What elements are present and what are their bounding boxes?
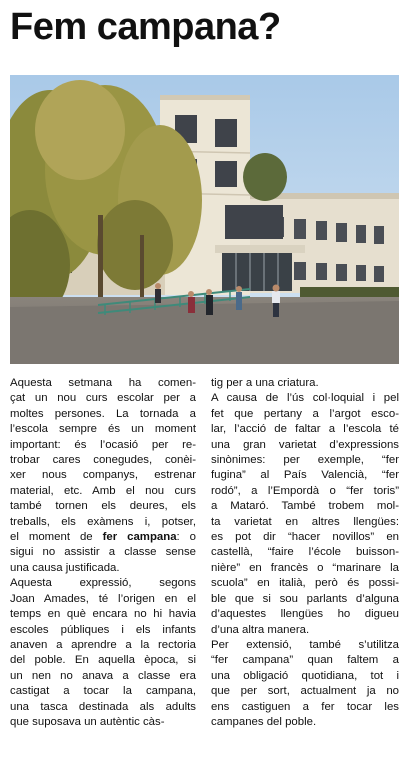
text-line: tig per a una criatura. xyxy=(211,377,319,389)
text-line: Joan Amades, té l’origen en el xyxy=(10,592,196,605)
text-line: ble que si sou parlants d’alguna xyxy=(211,592,399,605)
text-line: d’aquestes llengües ho digueu xyxy=(211,608,399,621)
text-line: temps en què encara no hi havia xyxy=(10,608,196,621)
text-line: un nen no anava a classe era xyxy=(10,669,196,682)
text-line: una gran varietat d’expressions xyxy=(211,438,399,451)
text-line: important: és l’ocasió per re- xyxy=(10,438,196,451)
text-line: xer nous companys, estrenar xyxy=(10,469,196,482)
text-line: trobar cares conegudes, conèi- xyxy=(10,454,196,467)
text-line: rodó”, a l’Empordà o “fer toris” xyxy=(211,484,399,497)
text-line: a Mataró. També trobem mol- xyxy=(211,500,399,513)
article-title: Fem campana? xyxy=(10,6,281,48)
text-line: moltes persones. La tornada a xyxy=(10,407,196,420)
text-line: Aquesta expressió, segons xyxy=(10,577,196,590)
text-line: que suposava un autèntic càs- xyxy=(10,715,165,728)
text-line: sinònimes: per exemple, “fer xyxy=(211,454,399,467)
text-line: castigat a tocar la campana, xyxy=(10,685,196,698)
text-line: que per sort, actualment ja no xyxy=(211,685,399,698)
text-line: material, etc. Amb el nou curs xyxy=(10,484,196,497)
text-line: fet que pertany a l’argot esco- xyxy=(211,407,399,420)
text-line: castellà, “faire l’école buisson- xyxy=(211,546,399,559)
text-line: l’escola sempre és un moment xyxy=(10,423,196,436)
article-left-column xyxy=(10,376,196,730)
text-line: ens castiguen a fer tocar les xyxy=(211,700,399,713)
text-line: sigui no assistir a classe sense xyxy=(10,546,196,559)
text-line: del poble. En aquella època, si xyxy=(10,654,196,667)
text-line: campanes del poble. xyxy=(211,715,317,728)
text-line: una tasca destinada als adults xyxy=(10,700,196,713)
school-building-image xyxy=(10,75,399,364)
text-line: escoles públiques i els infants xyxy=(10,623,196,636)
text-line: també tornen els deures, els xyxy=(10,500,196,513)
text-line: el moment de fer campana: o xyxy=(10,531,197,544)
text-line: scuola” en italià, però és possi- xyxy=(211,577,399,590)
text-line: es pot dir “hacer novillos” en xyxy=(211,531,399,544)
text-line: ta varietat en altres llengües: xyxy=(211,515,399,528)
text-line: fugina” al País Valencià, “fer xyxy=(211,469,399,482)
text-line: d’una altra manera. xyxy=(211,623,310,636)
text-line: nière” en francès o “marinare la xyxy=(211,561,399,574)
text-line: anaven a aprendre a la rectoria xyxy=(10,638,196,651)
text-line: çat un nou curs escolar per a xyxy=(10,392,196,405)
text-line: A causa de l’ús col·loquial i pel xyxy=(211,392,399,405)
text-line: una causa justificada. xyxy=(10,561,120,574)
text-line: “fer campana” quan faltem a xyxy=(211,654,399,667)
article-right-column xyxy=(211,376,399,730)
text-line: una obligació quotidiana, tot i xyxy=(211,669,399,682)
text-line: lar, l’acció de faltar a l’escola té xyxy=(211,423,399,436)
text-line: Per extensió, també s’utilitza xyxy=(211,638,399,651)
text-line: treballs, els exàmens i, potser, xyxy=(10,515,196,528)
text-line: Aquesta setmana ha comen- xyxy=(10,377,196,389)
school-photo xyxy=(10,75,399,364)
